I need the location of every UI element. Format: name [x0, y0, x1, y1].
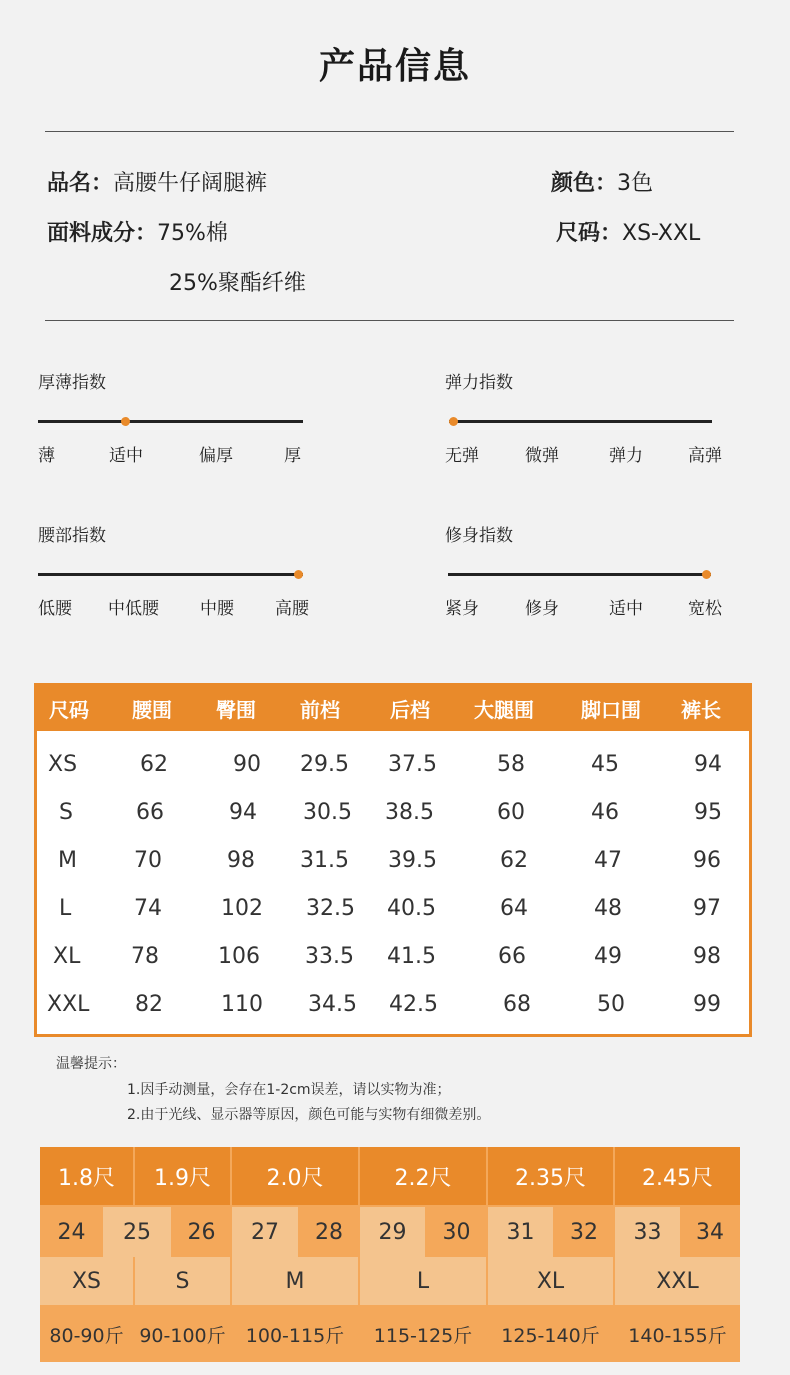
- tips-line: 1.因手动测量，会存在1-2cm误差，请以实物为准；: [127, 1082, 451, 1098]
- divider: [45, 131, 734, 132]
- table-cell: 50: [597, 992, 625, 1017]
- table-cell: 97: [693, 896, 721, 921]
- table-cell: 62: [500, 848, 528, 873]
- header-cell: 脚口围: [581, 698, 641, 722]
- header-cell: 臀围: [216, 698, 256, 722]
- gauge-track: [38, 420, 303, 423]
- table-cell: 66: [136, 800, 164, 825]
- size-table: [34, 683, 752, 1037]
- conversion-cell: XL: [488, 1257, 613, 1305]
- conversion-cell: 2.35尺: [488, 1147, 613, 1205]
- table-cell: 62: [140, 752, 168, 777]
- conversion-cell: 115-125斤: [360, 1307, 486, 1362]
- conversion-cell: 29: [360, 1207, 425, 1257]
- header-cell: 腰围: [132, 698, 172, 722]
- conversion-cell: 30: [425, 1207, 488, 1257]
- table-row: [37, 848, 749, 876]
- table-cell: 66: [498, 944, 526, 969]
- conversion-cell: 90-100斤: [135, 1307, 230, 1362]
- table-cell: 33.5: [305, 944, 354, 969]
- conversion-cell: XS: [40, 1257, 133, 1305]
- table-row: [37, 944, 749, 972]
- conversion-cell: 2.2尺: [360, 1147, 486, 1205]
- conversion-cell: 24: [40, 1207, 103, 1257]
- gauge-track: [448, 573, 711, 576]
- table-cell: 34.5: [308, 992, 357, 1017]
- table-cell: 32.5: [306, 896, 355, 921]
- gauge-tick: 无弹: [445, 446, 479, 466]
- gauge-indicator: [121, 417, 130, 426]
- table-cell: XS: [48, 752, 78, 777]
- conversion-cell: 100-115斤: [232, 1307, 358, 1362]
- table-cell: 38.5: [385, 800, 434, 825]
- gauge-title: 腰部指数: [38, 526, 106, 546]
- table-cell: 82: [135, 992, 163, 1017]
- table-cell: 94: [229, 800, 257, 825]
- table-cell: 48: [594, 896, 622, 921]
- gauge-tick: 宽松: [688, 599, 722, 619]
- fabric-value-2: 25%聚酯纤维: [169, 271, 306, 296]
- table-cell: 60: [497, 800, 525, 825]
- table-row: [37, 800, 749, 828]
- table-cell: 98: [693, 944, 721, 969]
- conversion-cell: L: [360, 1257, 486, 1305]
- color-value: 3色: [617, 171, 654, 196]
- table-cell: 49: [594, 944, 622, 969]
- gauge-track: [38, 573, 303, 576]
- gauge-indicator: [294, 570, 303, 579]
- gauge-tick: 中腰: [200, 599, 234, 619]
- conversion-cell: S: [135, 1257, 230, 1305]
- table-cell: 96: [693, 848, 721, 873]
- gauge-title: 厚薄指数: [38, 373, 106, 393]
- gauge-tick: 高腰: [275, 599, 309, 619]
- conversion-cell: 2.0尺: [232, 1147, 358, 1205]
- table-cell: XL: [53, 944, 81, 969]
- table-cell: M: [58, 848, 77, 873]
- table-cell: 30.5: [303, 800, 352, 825]
- header-cell: 尺码: [49, 698, 89, 722]
- gauge-tick: 适中: [109, 446, 143, 466]
- gauge-waist: [38, 521, 318, 621]
- gauge-tick: 弹力: [609, 446, 643, 466]
- table-row: [37, 896, 749, 924]
- header-cell: 裤长: [681, 698, 721, 722]
- conversion-cell: 1.9尺: [135, 1147, 230, 1205]
- conversion-cell: 32: [553, 1207, 615, 1257]
- table-cell: 99: [693, 992, 721, 1017]
- conversion-cell: 140-155斤: [615, 1307, 740, 1362]
- gauge-tick: 低腰: [38, 599, 72, 619]
- gauge-tick: 偏厚: [199, 446, 233, 466]
- gauge-tick: 修身: [525, 599, 559, 619]
- conversion-cell: 1.8尺: [40, 1147, 133, 1205]
- table-cell: 41.5: [387, 944, 436, 969]
- table-cell: 102: [221, 896, 263, 921]
- conversion-cell: 26: [171, 1207, 232, 1257]
- size-label: 尺码：: [556, 221, 623, 246]
- table-cell: 110: [221, 992, 263, 1017]
- conversion-cell: 28: [298, 1207, 360, 1257]
- conversion-cell: 33: [615, 1207, 680, 1257]
- color-label: 颜色：: [551, 171, 618, 196]
- name-label: 品名：: [47, 171, 114, 196]
- header-cell: 前档: [300, 698, 340, 722]
- table-cell: 74: [134, 896, 162, 921]
- tips-line: 2.由于光线、显示器等原因，颜色可能与实物有细微差别。: [127, 1107, 491, 1123]
- table-cell: 106: [218, 944, 260, 969]
- conversion-cell: XXL: [615, 1257, 740, 1305]
- gauge-track: [449, 420, 712, 423]
- table-cell: 40.5: [387, 896, 436, 921]
- gauge-tick: 薄: [38, 446, 55, 466]
- conversion-cell: 31: [488, 1207, 553, 1257]
- size-table-header: [37, 686, 749, 731]
- gauge-tick: 适中: [609, 599, 643, 619]
- table-cell: 58: [497, 752, 525, 777]
- fabric-label: 面料成分：: [47, 221, 158, 246]
- conversion-cell: 125-140斤: [488, 1307, 613, 1362]
- table-cell: 42.5: [389, 992, 438, 1017]
- table-cell: 46: [591, 800, 619, 825]
- conversion-cell: 2.45尺: [615, 1147, 740, 1205]
- table-cell: 68: [503, 992, 531, 1017]
- gauge-indicator: [449, 417, 458, 426]
- product-name: [47, 166, 267, 197]
- table-cell: 95: [694, 800, 722, 825]
- gauge-tick: 厚: [284, 446, 301, 466]
- gauge-title: 弹力指数: [445, 373, 513, 393]
- name-value: 高腰牛仔阔腿裤: [113, 171, 268, 196]
- table-cell: 98: [227, 848, 255, 873]
- gauge-tick: 高弹: [688, 446, 722, 466]
- table-cell: 37.5: [388, 752, 437, 777]
- table-cell: XXL: [47, 992, 90, 1017]
- tips-title: 温馨提示：: [56, 1056, 126, 1072]
- table-row: [37, 752, 749, 780]
- table-cell: 90: [233, 752, 261, 777]
- size-value: XS-XXL: [622, 221, 701, 246]
- table-cell: 70: [134, 848, 162, 873]
- table-cell: L: [59, 896, 72, 921]
- product-fabric: [47, 216, 228, 247]
- header-cell: 后档: [390, 698, 430, 722]
- conversion-cell: 80-90斤: [40, 1307, 133, 1362]
- gauge-fit: [445, 521, 725, 621]
- table-cell: 45: [591, 752, 619, 777]
- conversion-table: [40, 1147, 740, 1362]
- conversion-cell: 27: [232, 1207, 298, 1257]
- table-cell: 31.5: [300, 848, 349, 873]
- page-title: 产品信息: [318, 46, 471, 87]
- table-cell: 29.5: [300, 752, 349, 777]
- header-cell: 大腿围: [474, 698, 534, 722]
- table-row: [37, 992, 749, 1020]
- table-cell: 78: [131, 944, 159, 969]
- fabric-value-1: 75%棉: [157, 221, 228, 246]
- table-cell: 64: [500, 896, 528, 921]
- gauge-elasticity: [445, 368, 725, 468]
- table-cell: 39.5: [388, 848, 437, 873]
- gauge-title: 修身指数: [445, 526, 513, 546]
- product-size: [556, 216, 700, 247]
- conversion-cell: M: [232, 1257, 358, 1305]
- gauge-thickness: [38, 368, 303, 468]
- product-color: [551, 166, 653, 197]
- gauge-tick: 中低腰: [108, 599, 159, 619]
- divider: [45, 320, 734, 321]
- gauge-indicator: [702, 570, 711, 579]
- gauge-tick: 紧身: [445, 599, 479, 619]
- table-cell: 94: [694, 752, 722, 777]
- conversion-cell: 25: [103, 1207, 171, 1257]
- gauge-tick: 微弹: [525, 446, 559, 466]
- table-cell: 47: [594, 848, 622, 873]
- conversion-cell: 34: [680, 1207, 740, 1257]
- table-cell: S: [59, 800, 73, 825]
